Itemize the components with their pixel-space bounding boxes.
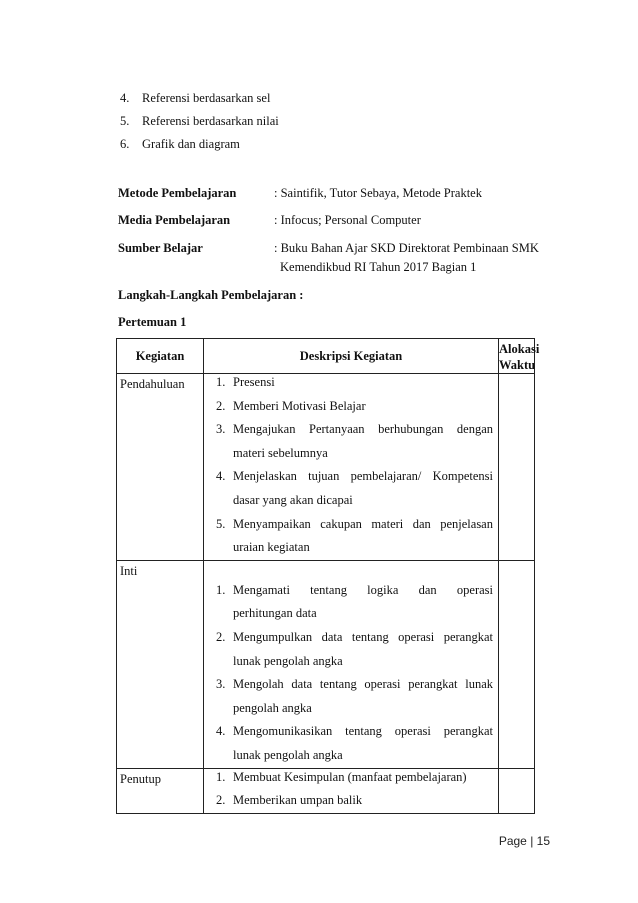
table-row: [117, 768, 535, 813]
header-deskripsi: Deskripsi Kegiatan: [204, 339, 499, 374]
kegiatan-penutup: Penutup: [117, 768, 204, 813]
deskripsi-pendahuluan: [204, 374, 499, 561]
list-item: 3. Mengajukan Pertanyaan berhubungan dengan materi sebelumnya: [216, 422, 493, 460]
table-header-row: [117, 339, 535, 374]
alokasi-penutup: [499, 768, 535, 813]
list-item: 1. Membuat Kesimpulan (manfaat pembelajaran): [216, 769, 467, 784]
list-item: 1. Mengamati tentang logika dan operasi perhitungan data: [216, 582, 493, 621]
list-item: 2. Mengumpulkan data tentang operasi perangkat lunak pengolah angka: [216, 629, 493, 668]
list-item: 1. Presensi: [216, 375, 275, 389]
sumber-value-line2: Kemendikbud RI Tahun 2017 Bagian 1: [280, 260, 477, 274]
alokasi-pendahuluan: [499, 374, 535, 561]
list-item: 5. Referensi berdasarkan nilai: [120, 114, 279, 128]
sumber-value-line1: : Buku Bahan Ajar SKD Direktorat Pembinaan SMK: [274, 241, 539, 255]
alokasi-inti: [499, 560, 535, 768]
pertemuan-heading: Pertemuan 1: [118, 315, 187, 329]
sumber-label: Sumber Belajar: [118, 241, 203, 255]
kegiatan-table: [116, 338, 540, 814]
metode-value: : Saintifik, Tutor Sebaya, Metode Praktek: [274, 186, 482, 200]
list-item: 3. Mengolah data tentang operasi perangkat lunak pengolah angka: [216, 677, 493, 715]
list-item: 5. Menyampaikan cakupan materi dan penjelasan uraian kegiatan: [216, 516, 493, 555]
langkah-heading: Langkah-Langkah Pembelajaran :: [118, 288, 304, 302]
list-item: 4. Mengomunikasikan tentang operasi perangkat lunak pengolah angka: [216, 724, 493, 762]
page-number: Page | 15: [498, 834, 550, 848]
table-row: [117, 374, 535, 561]
list-item: 6. Grafik dan diagram: [120, 137, 240, 151]
deskripsi-penutup: [204, 768, 499, 813]
kegiatan-pendahuluan: Pendahuluan: [117, 374, 204, 561]
header-alokasi: Alokasi Waktu: [499, 339, 535, 374]
metode-label: Metode Pembelajaran: [118, 186, 237, 200]
list-item: 4. Menjelaskan tujuan pembelajaran/ Kompetensi dasar yang akan dicapai: [216, 469, 493, 507]
media-label: Media Pembelajaran: [118, 213, 231, 227]
header-kegiatan: Kegiatan: [117, 339, 204, 374]
top-numbered-list: [120, 90, 279, 159]
media-value: : Infocus; Personal Computer: [274, 213, 421, 227]
list-item: 2. Memberi Motivasi Belajar: [216, 398, 366, 413]
deskripsi-inti: [204, 560, 499, 768]
table-row: [117, 560, 535, 768]
list-item: 4. Referensi berdasarkan sel: [120, 91, 271, 105]
list-item: 2. Memberikan umpan balik: [216, 793, 363, 808]
kegiatan-inti: Inti: [117, 560, 204, 768]
